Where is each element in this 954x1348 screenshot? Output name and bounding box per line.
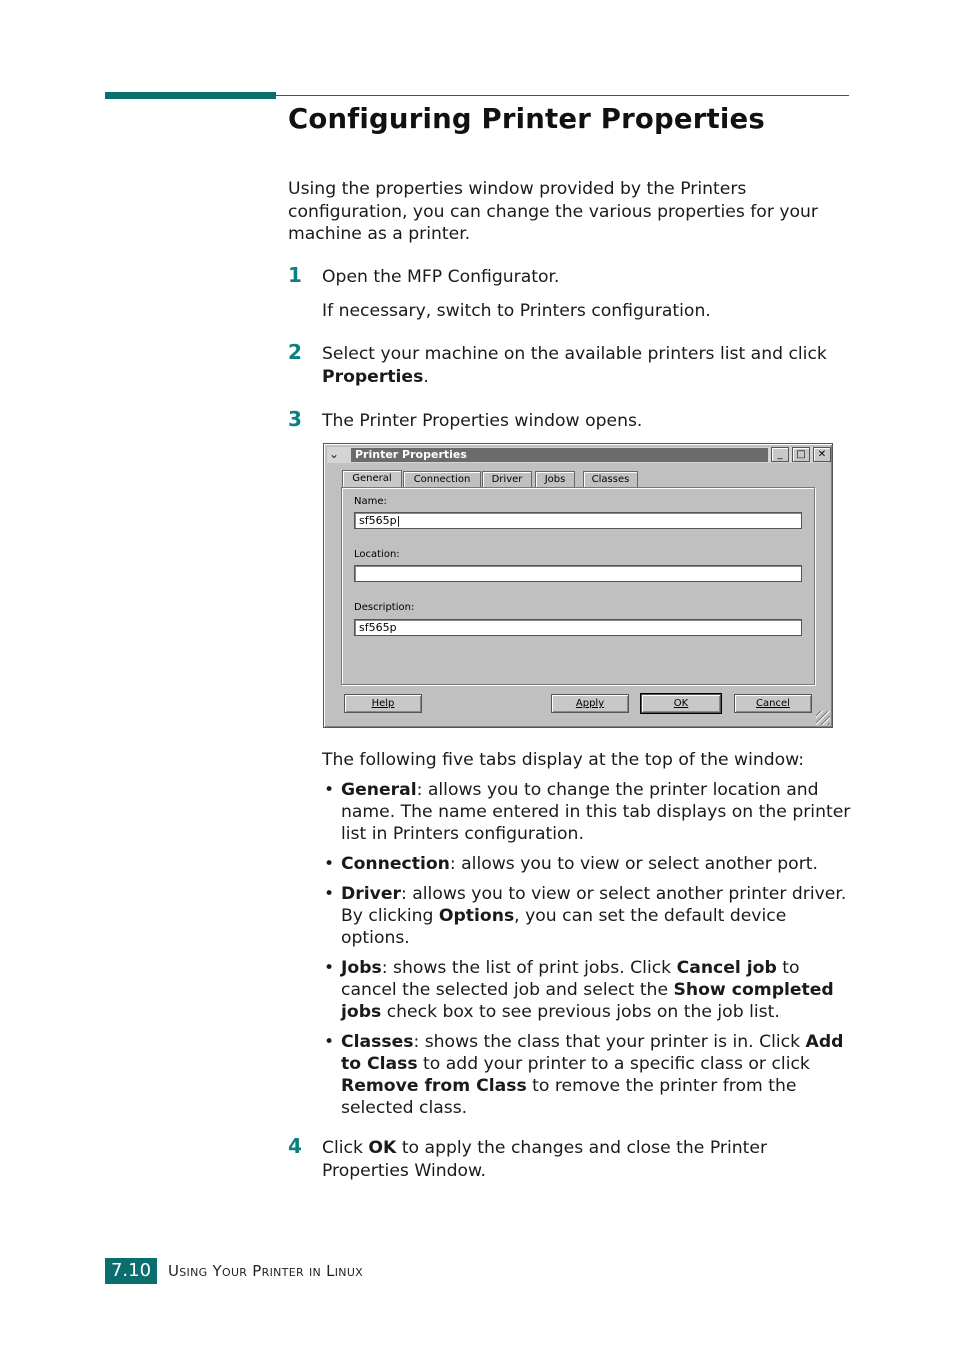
list-item: • Classes: shows the class that your printer is in. Click Add to Class to add your printer to a specific class or click Remove from Class to remove the printer from the selected class. xyxy=(324,1032,844,1118)
page-number: 7.10 xyxy=(105,1258,157,1284)
tab-jobs[interactable]: Jobs xyxy=(535,471,575,488)
section-title: Using Your Printer in Linux xyxy=(168,1262,364,1280)
ok-button[interactable]: OK xyxy=(641,694,721,713)
step-subtext: If necessary, switch to Printers configuration. xyxy=(322,301,711,321)
list-item: • Connection: allows you to view or select another port. xyxy=(324,854,818,874)
close-button[interactable]: ✕ xyxy=(813,447,831,462)
list-item: • Driver: allows you to view or select another printer driver. By clicking Options, you can set the default device options. xyxy=(324,884,847,948)
step-text: Click OK to apply the changes and close the Printer Properties Window. xyxy=(322,1138,768,1181)
location-label: Location: xyxy=(354,549,400,560)
step-number: 4 xyxy=(288,1134,302,1158)
step-text: Select your machine on the available printers list and click Properties. xyxy=(322,344,827,387)
dialog-title: Printer Properties xyxy=(351,448,768,462)
tab-connection[interactable]: Connection xyxy=(403,471,481,488)
resize-grip-icon[interactable] xyxy=(816,711,830,725)
dialog-titlebar xyxy=(327,447,829,463)
help-button[interactable]: Help xyxy=(344,694,422,713)
apply-button[interactable]: Apply xyxy=(551,694,629,713)
step-number: 2 xyxy=(288,340,302,364)
header-rule xyxy=(276,95,849,96)
maximize-button[interactable]: □ xyxy=(792,447,810,462)
intro-paragraph: Using the properties window provided by the Printers configuration, you can change the various properties for your machine as a printer. xyxy=(288,179,818,244)
minimize-button[interactable]: _ xyxy=(771,447,789,462)
name-label: Name: xyxy=(354,496,387,507)
tabs-intro: The following five tabs display at the top of the window: xyxy=(322,750,805,770)
step-text: Open the MFP Configurator. xyxy=(322,267,560,287)
step-number: 1 xyxy=(288,263,302,287)
printer-properties-dialog xyxy=(323,443,833,728)
step-number: 3 xyxy=(288,407,302,431)
tab-driver[interactable]: Driver xyxy=(482,471,532,488)
bullet-icon: • xyxy=(324,1032,335,1052)
cancel-button[interactable]: Cancel xyxy=(734,694,812,713)
description-field[interactable]: sf565p xyxy=(354,619,802,636)
bullet-icon: • xyxy=(324,884,335,904)
list-item: • General: allows you to change the printer location and name. The name entered in this tab displays on the printer list in Printers configuration. xyxy=(324,780,851,844)
header-accent-bar xyxy=(105,92,276,99)
bullet-icon: • xyxy=(324,958,335,978)
chevron-down-icon[interactable]: ⌄ xyxy=(329,447,340,461)
list-item: • Jobs: shows the list of print jobs. Click Cancel job to cancel the selected job and select the Show completed jobs check box to see previous jobs on the job list. xyxy=(324,958,834,1022)
step-text: The Printer Properties window opens. xyxy=(322,411,643,431)
description-label: Description: xyxy=(354,602,415,613)
location-field[interactable] xyxy=(354,565,802,582)
page-title: Configuring Printer Properties xyxy=(288,103,765,135)
tab-classes[interactable]: Classes xyxy=(583,471,638,488)
name-field[interactable]: sf565p| xyxy=(354,512,802,529)
tab-general[interactable]: General xyxy=(342,470,402,489)
bullet-icon: • xyxy=(324,780,335,800)
bullet-icon: • xyxy=(324,854,335,874)
